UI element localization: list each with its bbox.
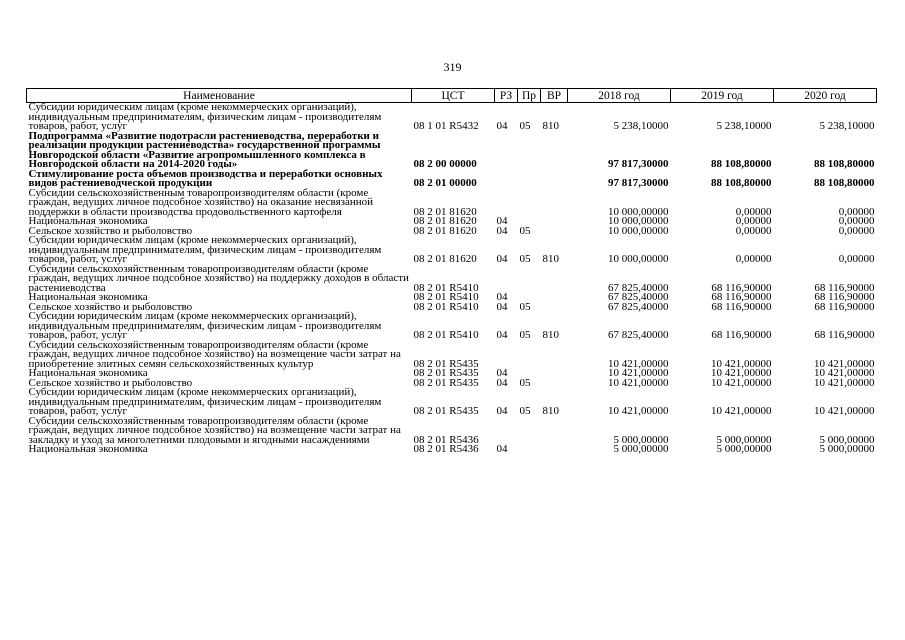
cell-rz bbox=[495, 265, 518, 294]
cell-name: Субсидии юридическим лицам (кроме некоммерческих организаций), индивидуальным предпринимателям, физическим лицам - производителям товаров, работ, услуг bbox=[28, 310, 382, 341]
cell-y2020: 68 116,90000 bbox=[814, 281, 875, 294]
cell-csr: 08 2 01 81620 bbox=[413, 215, 477, 227]
cell-vr bbox=[541, 369, 568, 379]
cell-y2018: 10 000,00000 bbox=[608, 224, 669, 237]
cell-name: Сельское хозяйство и рыболовство bbox=[28, 224, 193, 237]
cell-y2018: 5 000,00000 bbox=[613, 443, 669, 455]
cell-y2018: 67 825,40000 bbox=[608, 329, 669, 341]
cell-rz: 04 bbox=[496, 253, 508, 265]
cell-y2019: 68 116,90000 bbox=[711, 329, 772, 341]
cell-y2018: 67 825,40000 bbox=[608, 300, 669, 313]
cell-name: Стимулирование роста объемов производства и переработки основных видов растениеводческой продукции bbox=[28, 167, 383, 189]
cell-pr: 05 bbox=[519, 300, 531, 313]
cell-y2019: 5 238,10000 bbox=[716, 120, 772, 132]
cell-name: Сельское хозяйство и рыболовство bbox=[28, 300, 193, 313]
header-vr: ВР bbox=[541, 89, 568, 103]
cell-y2020: 5 000,00000 bbox=[819, 433, 875, 446]
cell-csr: 08 2 01 R5435 bbox=[413, 357, 479, 370]
cell-csr: 08 2 01 R5435 bbox=[413, 376, 479, 389]
table-row bbox=[27, 132, 877, 170]
cell-pr bbox=[518, 189, 541, 218]
header-2018: 2018 год bbox=[568, 89, 671, 103]
cell-csr: 08 2 01 R5435 bbox=[413, 367, 479, 379]
table-row bbox=[27, 236, 877, 265]
cell-csr: 08 1 01 R5432 bbox=[413, 120, 479, 132]
cell-y2018: 67 825,40000 bbox=[608, 291, 669, 303]
page-number: 319 bbox=[443, 60, 462, 74]
cell-vr: 810 bbox=[542, 253, 559, 265]
cell-pr: 05 bbox=[519, 120, 531, 132]
cell-y2020: 5 238,10000 bbox=[819, 120, 875, 132]
cell-csr: 08 2 01 R5435 bbox=[413, 405, 479, 417]
cell-pr bbox=[518, 445, 541, 455]
cell-y2019: 0,00000 bbox=[735, 253, 772, 265]
cell-y2019: 10 421,00000 bbox=[711, 367, 772, 379]
cell-csr: 08 2 01 81620 bbox=[413, 224, 477, 237]
cell-name: Субсидии юридическим лицам (кроме некоммерческих организаций), индивидуальным предпринимателям, физическим лицам - производителям товаров, работ, услуг bbox=[28, 101, 382, 132]
cell-pr bbox=[518, 132, 541, 170]
cell-rz: 04 bbox=[496, 405, 508, 417]
cell-pr bbox=[518, 265, 541, 294]
cell-y2020: 10 421,00000 bbox=[814, 376, 875, 389]
header-csr: ЦСТ bbox=[412, 89, 495, 103]
cell-y2020: 68 116,90000 bbox=[814, 300, 875, 313]
cell-vr bbox=[541, 227, 568, 237]
cell-rz: 04 bbox=[496, 443, 508, 455]
table-row bbox=[27, 265, 877, 294]
cell-y2018: 10 000,00000 bbox=[608, 215, 669, 227]
cell-rz: 04 bbox=[496, 291, 508, 303]
table-row bbox=[27, 445, 877, 455]
header-rz: РЗ bbox=[495, 89, 518, 103]
cell-rz bbox=[495, 189, 518, 218]
cell-y2020: 88 108,80000 bbox=[814, 158, 875, 170]
cell-vr bbox=[541, 379, 568, 389]
cell-y2020: 0,00000 bbox=[838, 253, 875, 265]
cell-vr bbox=[541, 170, 568, 189]
cell-y2020: 68 116,90000 bbox=[814, 329, 875, 341]
cell-name: Субсидии сельскохозяйственным товаропроизводителям области (кроме граждан, ведущих личное подсобное хозяйство) на поддержку доходов в области растениеводства bbox=[28, 262, 409, 294]
cell-y2018: 10 421,00000 bbox=[608, 367, 669, 379]
cell-pr bbox=[518, 170, 541, 189]
cell-name: Субсидии юридическим лицам (кроме некоммерческих организаций), индивидуальным предпринимателям, физическим лицам - производителям товаров, работ, услуг bbox=[28, 234, 382, 265]
cell-name: Национальная экономика bbox=[28, 215, 148, 227]
cell-name: Субсидии сельскохозяйственным товаропроизводителям области (кроме граждан, ведущих личное подсобное хозяйство) на возмещение части затрат на приобретение элитных семян сельскохозяйственных культур bbox=[28, 338, 401, 370]
cell-vr bbox=[541, 293, 568, 303]
cell-y2019: 10 421,00000 bbox=[711, 376, 772, 389]
cell-name: Национальная экономика bbox=[28, 443, 148, 455]
cell-pr bbox=[518, 417, 541, 446]
cell-vr bbox=[541, 265, 568, 294]
cell-y2019: 88 108,80000 bbox=[711, 177, 772, 189]
cell-y2018: 97 817,30000 bbox=[608, 158, 669, 170]
cell-y2018: 5 000,00000 bbox=[613, 433, 669, 446]
cell-vr bbox=[541, 303, 568, 313]
cell-rz: 04 bbox=[496, 120, 508, 132]
table-row bbox=[27, 312, 877, 341]
cell-rz bbox=[495, 132, 518, 170]
cell-rz bbox=[495, 417, 518, 446]
cell-y2019: 0,00000 bbox=[735, 205, 772, 218]
cell-pr: 05 bbox=[519, 224, 531, 237]
cell-rz bbox=[495, 341, 518, 370]
cell-y2020: 10 421,00000 bbox=[814, 367, 875, 379]
cell-csr: 08 2 01 R5410 bbox=[413, 291, 479, 303]
cell-y2018: 10 000,00000 bbox=[608, 253, 669, 265]
cell-name: Сельское хозяйство и рыболовство bbox=[28, 376, 193, 389]
cell-name: Субсидии сельскохозяйственным товаропроизводителям области (кроме граждан, ведущих личное подсобное хозяйство) на оказание несвязанной поддержки в области производства продовольственного картофеля bbox=[28, 186, 374, 218]
cell-vr: 810 bbox=[542, 329, 559, 341]
cell-rz bbox=[495, 170, 518, 189]
cell-y2018: 5 238,10000 bbox=[613, 120, 669, 132]
cell-csr: 08 2 01 R5436 bbox=[413, 443, 479, 455]
cell-rz: 04 bbox=[496, 215, 508, 227]
cell-vr bbox=[541, 417, 568, 446]
cell-pr: 05 bbox=[519, 253, 531, 265]
cell-y2020: 10 421,00000 bbox=[814, 357, 875, 370]
cell-y2018: 10 421,00000 bbox=[608, 376, 669, 389]
cell-y2020: 68 116,90000 bbox=[814, 291, 875, 303]
table-row bbox=[27, 170, 877, 189]
header-2020: 2020 год bbox=[774, 89, 877, 103]
cell-vr bbox=[541, 132, 568, 170]
cell-csr: 08 2 01 81620 bbox=[413, 253, 477, 265]
cell-y2018: 10 421,00000 bbox=[608, 405, 669, 417]
cell-name: Подпрограмма «Развитие подотрасли растениеводства, переработки и реализации продукции растениеводства» государственной программы Новгородской области «Развитие агропромышленного комплекса в Новгородской области на 2014-2020 годы» bbox=[28, 129, 381, 170]
cell-pr: 05 bbox=[519, 405, 531, 417]
cell-y2018: 10 000,00000 bbox=[608, 205, 669, 218]
cell-y2018: 10 421,00000 bbox=[608, 357, 669, 370]
cell-rz: 04 bbox=[496, 367, 508, 379]
cell-y2020: 10 421,00000 bbox=[814, 405, 875, 417]
cell-y2020: 0,00000 bbox=[838, 215, 875, 227]
budget-table bbox=[26, 88, 877, 455]
table-row bbox=[27, 189, 877, 218]
cell-csr: 08 2 00 00000 bbox=[413, 158, 477, 170]
cell-csr: 08 2 01 81620 bbox=[413, 205, 477, 218]
cell-y2020: 0,00000 bbox=[838, 224, 875, 237]
table-row bbox=[27, 103, 877, 132]
cell-name: Национальная экономика bbox=[28, 291, 148, 303]
cell-pr: 05 bbox=[519, 376, 531, 389]
cell-vr: 810 bbox=[542, 120, 559, 132]
cell-y2018: 67 825,40000 bbox=[608, 281, 669, 294]
cell-pr: 05 bbox=[519, 329, 531, 341]
cell-csr: 08 2 01 00000 bbox=[413, 177, 477, 189]
cell-vr bbox=[541, 341, 568, 370]
cell-y2020: 5 000,00000 bbox=[819, 443, 875, 455]
cell-y2019: 5 000,00000 bbox=[716, 443, 772, 455]
cell-y2019: 68 116,90000 bbox=[711, 300, 772, 313]
header-2019: 2019 год bbox=[671, 89, 774, 103]
table-row bbox=[27, 417, 877, 446]
header-pr: Пр bbox=[518, 89, 541, 103]
cell-rz: 04 bbox=[496, 224, 508, 237]
cell-y2020: 88 108,80000 bbox=[814, 177, 875, 189]
cell-y2019: 0,00000 bbox=[735, 215, 772, 227]
cell-rz: 04 bbox=[496, 329, 508, 341]
cell-name: Субсидии юридическим лицам (кроме некоммерческих организаций), индивидуальным предпринимателям, физическим лицам - производителям товаров, работ, услуг bbox=[28, 386, 382, 417]
cell-y2020: 0,00000 bbox=[838, 205, 875, 218]
header-name: Наименование bbox=[27, 89, 412, 103]
cell-y2019: 68 116,90000 bbox=[711, 291, 772, 303]
cell-y2019: 88 108,80000 bbox=[711, 158, 772, 170]
cell-y2019: 10 421,00000 bbox=[711, 357, 772, 370]
cell-vr bbox=[541, 217, 568, 227]
cell-csr: 08 2 01 R5410 bbox=[413, 329, 479, 341]
cell-vr bbox=[541, 189, 568, 218]
cell-pr bbox=[518, 341, 541, 370]
cell-y2018: 97 817,30000 bbox=[608, 177, 669, 189]
cell-vr: 810 bbox=[542, 405, 559, 417]
cell-name: Национальная экономика bbox=[28, 367, 148, 379]
cell-y2019: 10 421,00000 bbox=[711, 405, 772, 417]
cell-name: Субсидии сельскохозяйственным товаропроизводителям области (кроме граждан, ведущих личное подсобное хозяйство) на возмещение части затрат на закладку и уход за многолетними плодовыми и ягодными насаждениями bbox=[28, 414, 401, 446]
table-row bbox=[27, 341, 877, 370]
cell-y2019: 5 000,00000 bbox=[716, 433, 772, 446]
cell-rz: 04 bbox=[496, 376, 508, 389]
cell-rz: 04 bbox=[496, 300, 508, 313]
cell-y2019: 0,00000 bbox=[735, 224, 772, 237]
cell-vr bbox=[541, 445, 568, 455]
table-body bbox=[27, 103, 877, 455]
table-row bbox=[27, 388, 877, 417]
cell-csr: 08 2 01 R5436 bbox=[413, 433, 479, 446]
cell-csr: 08 2 01 R5410 bbox=[413, 281, 479, 294]
cell-y2019: 68 116,90000 bbox=[711, 281, 772, 294]
cell-csr: 08 2 01 R5410 bbox=[413, 300, 479, 313]
